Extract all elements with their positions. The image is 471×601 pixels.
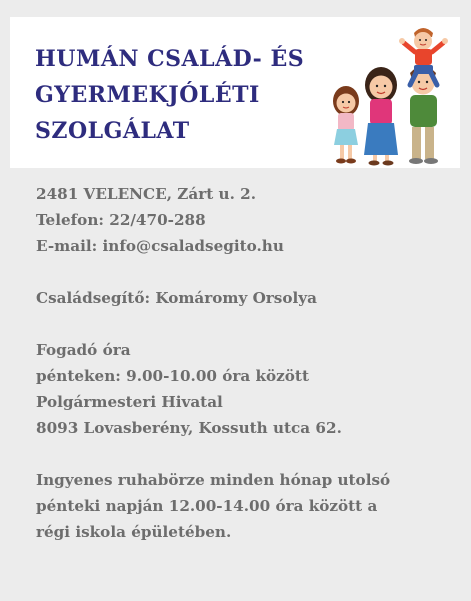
mother-figure xyxy=(364,67,398,166)
phone-text: Telefon: 22/470-288 xyxy=(36,211,206,229)
office-hours-heading: Fogadó óra xyxy=(36,341,131,359)
email-text: E-mail: info@csaladsegito.hu xyxy=(36,237,284,255)
address-text: 2481 VELENCE, Zárt u. 2. xyxy=(36,185,256,203)
helper-text: Családsegítő: Komáromy Orsolya xyxy=(36,289,317,307)
notice-line-1: Ingyenes ruhabörze minden hónap utolsó xyxy=(36,471,391,489)
spacer xyxy=(36,311,461,337)
notice-line-2: pénteki napján 12.00-14.00 óra között a xyxy=(36,497,378,515)
office-hours-place: Polgármesteri Hivatal xyxy=(36,393,223,411)
office-hours-address: 8093 Lovasberény, Kossuth utca 62. xyxy=(36,419,342,437)
page-title xyxy=(35,41,325,149)
header-banner xyxy=(10,17,460,168)
title-line-2: GYERMEKJÓLÉTI xyxy=(35,82,260,108)
info-text xyxy=(36,181,461,545)
family-illustration xyxy=(326,21,456,167)
title-line-3: SZOLGÁLAT xyxy=(35,118,190,144)
spacer xyxy=(36,259,461,285)
notice-line-3: régi iskola épületében. xyxy=(36,523,232,541)
spacer xyxy=(36,441,461,467)
girl-figure xyxy=(333,86,359,164)
office-hours-time: pénteken: 9.00-10.00 óra között xyxy=(36,367,309,385)
title-line-1: HUMÁN CSALÁD- ÉS xyxy=(35,46,305,72)
